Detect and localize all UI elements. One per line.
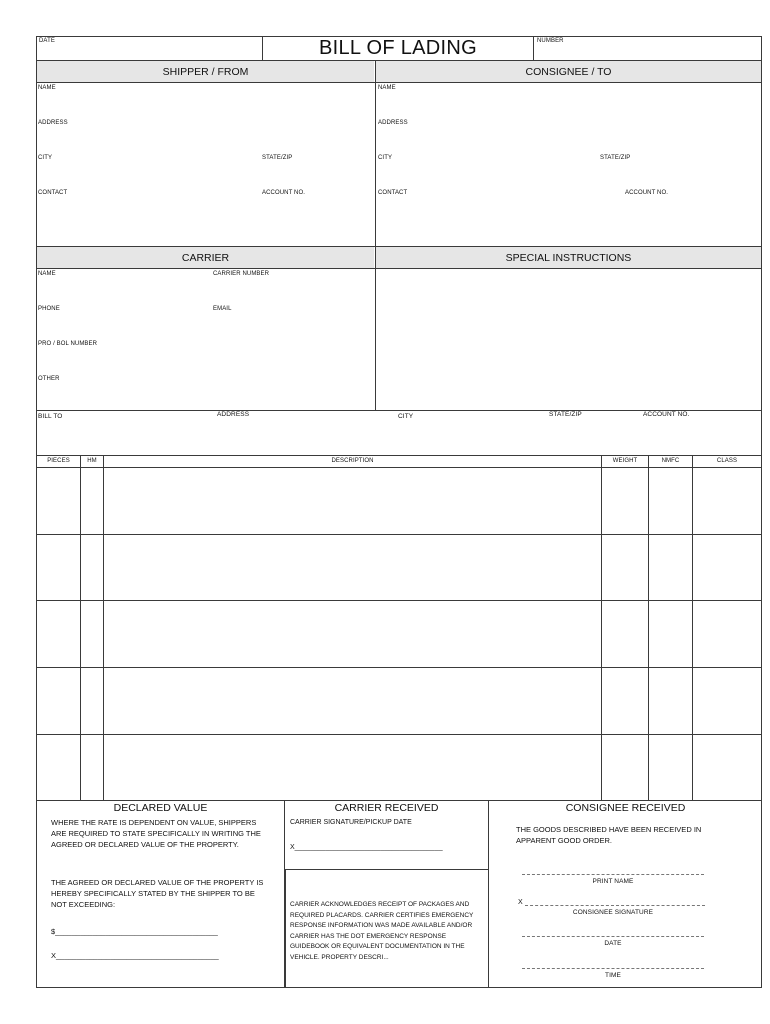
col-hm: HM xyxy=(87,458,97,464)
shipper-account-label: ACCOUNT NO. xyxy=(262,190,305,196)
consignee-city-label: CITY xyxy=(378,155,393,161)
carrier-other-label: OTHER xyxy=(38,376,60,382)
table-row[interactable] xyxy=(37,601,761,667)
consignee-time-line[interactable] xyxy=(522,968,704,969)
shipper-state-zip-label: STATE/ZIP xyxy=(262,155,293,161)
bill-to-account-label: ACCOUNT NO. xyxy=(643,411,690,418)
col-weight: WEIGHT xyxy=(612,458,638,464)
bill-to-address-label: ADDRESS xyxy=(217,411,250,418)
col-pieces: PIECES xyxy=(47,458,70,464)
carrier-fields-area[interactable] xyxy=(37,279,374,407)
consignee-date-line[interactable] xyxy=(522,936,704,937)
consignee-contact-label: CONTACT xyxy=(378,190,408,196)
print-name-label: PRINT NAME xyxy=(592,878,634,885)
carrier-signature-line[interactable]: X______________________________________ xyxy=(290,844,443,851)
shipper-address-label: ADDRESS xyxy=(38,120,68,126)
declared-value-heading: DECLARED VALUE xyxy=(113,802,208,814)
table-row[interactable] xyxy=(37,535,761,600)
consignee-date-label: DATE xyxy=(604,940,622,947)
carrier-pro-label: PRO / BOL NUMBER xyxy=(38,341,98,347)
shipper-city-label: CITY xyxy=(38,155,53,161)
bill-to-state-zip-label: STATE/ZIP xyxy=(549,411,582,418)
items-top-line xyxy=(36,455,762,456)
carrier-received-heading: CARRIER RECEIVED xyxy=(334,802,439,814)
sc-heading-bottom xyxy=(36,82,762,83)
carrier-ack-text: CARRIER ACKNOWLEDGES RECEIPT OF PACKAGES AND REQUIRED PLACARDS. CARRIER CERTIFIES EMERGENCY RESPONSE INFORMATION WAS MADE AVAILABLE AND/OR CARRIER HAS THE DOT EMERGENCY RESPONSE GUIDEBOOK OR EQUIVALENT DOCUMENTATION IN THE VEHICLE. PROPERTY DESCRI... xyxy=(290,901,474,961)
shipper-fields-area[interactable] xyxy=(37,93,374,243)
special-instructions-heading: SPECIAL INSTRUCTIONS xyxy=(505,252,632,264)
consignee-time-label: TIME xyxy=(605,972,621,979)
bill-to-label: BILL TO xyxy=(38,413,63,420)
shipper-contact-label: CONTACT xyxy=(38,190,68,196)
declared-value-text-1: WHERE THE RATE IS DEPENDENT ON VALUE, SHIPPERS ARE REQUIRED TO STATE SPECIFICALLY IN WRITING THE AGREED OR DECLARED VALUE OF THE PROPERTY. xyxy=(51,818,261,849)
page-title: BILL OF LADING xyxy=(319,37,477,59)
special-instructions-field[interactable] xyxy=(376,269,761,409)
col-class: CLASS xyxy=(716,458,738,464)
declared-value-text-2: THE AGREED OR DECLARED VALUE OF THE PROPERTY IS HEREBY SPECIFICALLY STATED BY THE SHIPPER TO BE NOT EXCEEDING: xyxy=(51,878,264,909)
print-name-line[interactable] xyxy=(522,874,704,875)
carrier-heading: CARRIER xyxy=(181,252,230,264)
consignee-signature-line[interactable] xyxy=(525,905,705,906)
bill-to-city-label: CITY xyxy=(398,413,414,420)
date-label: DATE xyxy=(39,38,55,44)
carrier-number-label: CARRIER NUMBER xyxy=(213,271,270,277)
table-row[interactable] xyxy=(37,668,761,734)
number-label: NUMBER xyxy=(537,38,564,44)
carrier-email-label: EMAIL xyxy=(213,306,232,312)
consignee-state-zip-label: STATE/ZIP xyxy=(600,155,631,161)
shipper-heading: SHIPPER / FROM xyxy=(162,66,249,78)
carrier-signature-label: CARRIER SIGNATURE/PICKUP DATE xyxy=(290,819,412,826)
consignee-signature-x: X xyxy=(518,899,523,906)
number-field[interactable] xyxy=(535,45,761,59)
consignee-address-label: ADDRESS xyxy=(378,120,408,126)
consignee-received-text: THE GOODS DESCRIBED HAVE BEEN RECEIVED IN APPARENT GOOD ORDER. xyxy=(516,825,702,845)
carrier-phone-label: PHONE xyxy=(38,306,60,312)
consignee-fields-area[interactable] xyxy=(376,93,761,243)
col-description: DESCRIPTION xyxy=(331,458,374,464)
consignee-signature-label: CONSIGNEE SIGNATURE xyxy=(572,909,654,916)
table-row[interactable] xyxy=(37,468,761,534)
declared-value-amount-line[interactable]: $_______________________________________ xyxy=(51,927,218,936)
header-divider-right xyxy=(533,36,534,60)
items-bottom-line xyxy=(36,800,762,801)
consignee-received-heading: CONSIGNEE RECEIVED xyxy=(565,802,686,814)
declared-value-signature-line[interactable]: X_______________________________________ xyxy=(51,951,219,960)
bill-to-fields-area[interactable] xyxy=(37,421,761,454)
date-field[interactable] xyxy=(37,45,261,59)
col-nmfc: NMFC xyxy=(661,458,680,464)
carrier-name-label: NAME xyxy=(38,271,56,277)
table-row[interactable] xyxy=(37,735,761,800)
shipper-name-label: NAME xyxy=(38,85,56,91)
consignee-account-label: ACCOUNT NO. xyxy=(625,190,668,196)
consignee-heading: CONSIGNEE / TO xyxy=(525,66,612,78)
consignee-name-label: NAME xyxy=(378,85,396,91)
